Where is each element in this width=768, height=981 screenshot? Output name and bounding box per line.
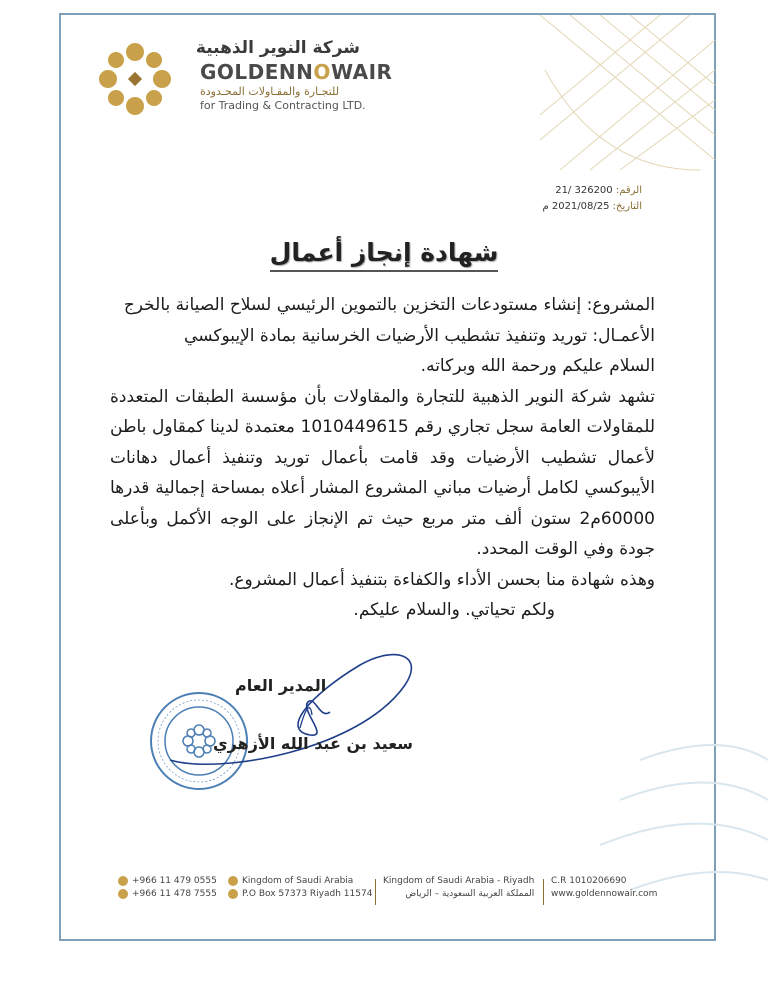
footer-divider: [543, 879, 544, 905]
certificate-body: [110, 290, 655, 626]
company-subtitle-ar: للتجـارة والمقـاولات المحـدودة: [200, 85, 340, 98]
project-line: المشروع: إنشاء مستودعات التخزين بالتموين الرئيسي لسلاح الصيانة بالخرج: [123, 295, 655, 315]
footer-location-ar: المملكة العربية السعودية – الرياض: [405, 889, 535, 899]
footer-location-en: Kingdom of Saudi Arabia - Riyadh: [383, 876, 535, 886]
footer-website-link[interactable]: www.goldennowair.com: [551, 889, 658, 899]
signatory-name: سعيد بن عبد الله الأزهري: [213, 734, 413, 753]
reference-number-value: 21/ 326200: [555, 185, 613, 196]
reference-number: [542, 183, 642, 199]
footer-cr: C.R 1010206690: [551, 876, 627, 886]
footer-location: [383, 875, 534, 901]
certificate-title: [0, 238, 768, 267]
footer-phone-1: +966 11 479 0555: [132, 876, 217, 886]
company-name-en: GOLDENNOWAIR: [200, 60, 393, 84]
closing-line-1: وهذه شهادة منا بحسن الأداء والكفاءة بتنفيذ أعمال المشروع.: [229, 569, 655, 590]
footer: [118, 875, 658, 915]
phone-icon: [118, 876, 128, 886]
footer-address-line-2: P.O Box 57373 Riyadh 11574: [242, 889, 373, 899]
reference-date-value: 2021/08/25 م: [542, 201, 610, 212]
reference-block: [542, 183, 642, 215]
reference-date-label: التاريخ:: [612, 201, 642, 212]
handwritten-signature-icon: [160, 640, 430, 790]
reference-date: [542, 199, 642, 215]
certificate-paragraph: تشهد شركة النوير الذهبية للتجارة والمقاولات بأن مؤسسة الطبقات المتعددة للمقاولات العامة سجل تجاري رقم 1010449615 معتمدة لدينا كمقاول باطن لأعمال تشطيب الأرضيات وقد قامت بأعمال توريد وتنفيذ أعمال دهانات الأيبوكسي لكامل أرضيات مباني المشروع المشار أعلاه بمساحة إجمالية قدرها 60000م2 ستون ألف متر مربع حيث تم الإنجاز على الوجه الأكمل وبأعلى جودة وفي الوقت المحدد.: [110, 386, 656, 559]
fax-icon: [118, 889, 128, 899]
mailbox-icon: [228, 889, 238, 899]
certificate-title-text: شهادة إنجاز أعمال: [270, 238, 499, 272]
company-name-en-part2: WAIR: [330, 60, 393, 84]
signatory-title: المدير العام: [235, 676, 327, 695]
closing-line-2: ولكم تحياتي. والسلام عليكم.: [353, 600, 555, 620]
greeting-line: السلام عليكم ورحمة الله وبركاته.: [420, 356, 655, 376]
footer-address-line-1: Kingdom of Saudi Arabia: [242, 876, 354, 886]
footer-phones: [118, 875, 217, 901]
company-brand: [195, 38, 393, 112]
company-name-ar: شركة النوير الذهبية: [195, 38, 360, 58]
company-name-en-o: O: [313, 60, 331, 84]
location-icon: [228, 876, 238, 886]
company-name-en-part1: GOLDEN: [200, 60, 297, 84]
footer-address: [228, 875, 372, 901]
company-subtitle-en: for Trading & Contracting LTD.: [200, 99, 366, 112]
footer-phone-2: +966 11 478 7555: [132, 889, 217, 899]
footer-registration: [551, 875, 657, 901]
company-logo-icon: [96, 40, 174, 118]
works-line: الأعمـال: توريد وتنفيذ تشطيب الأرضيات الخرسانية بمادة الإيبوكسي: [184, 325, 655, 346]
reference-number-label: الرقم:: [615, 185, 642, 196]
footer-divider: [375, 879, 376, 905]
